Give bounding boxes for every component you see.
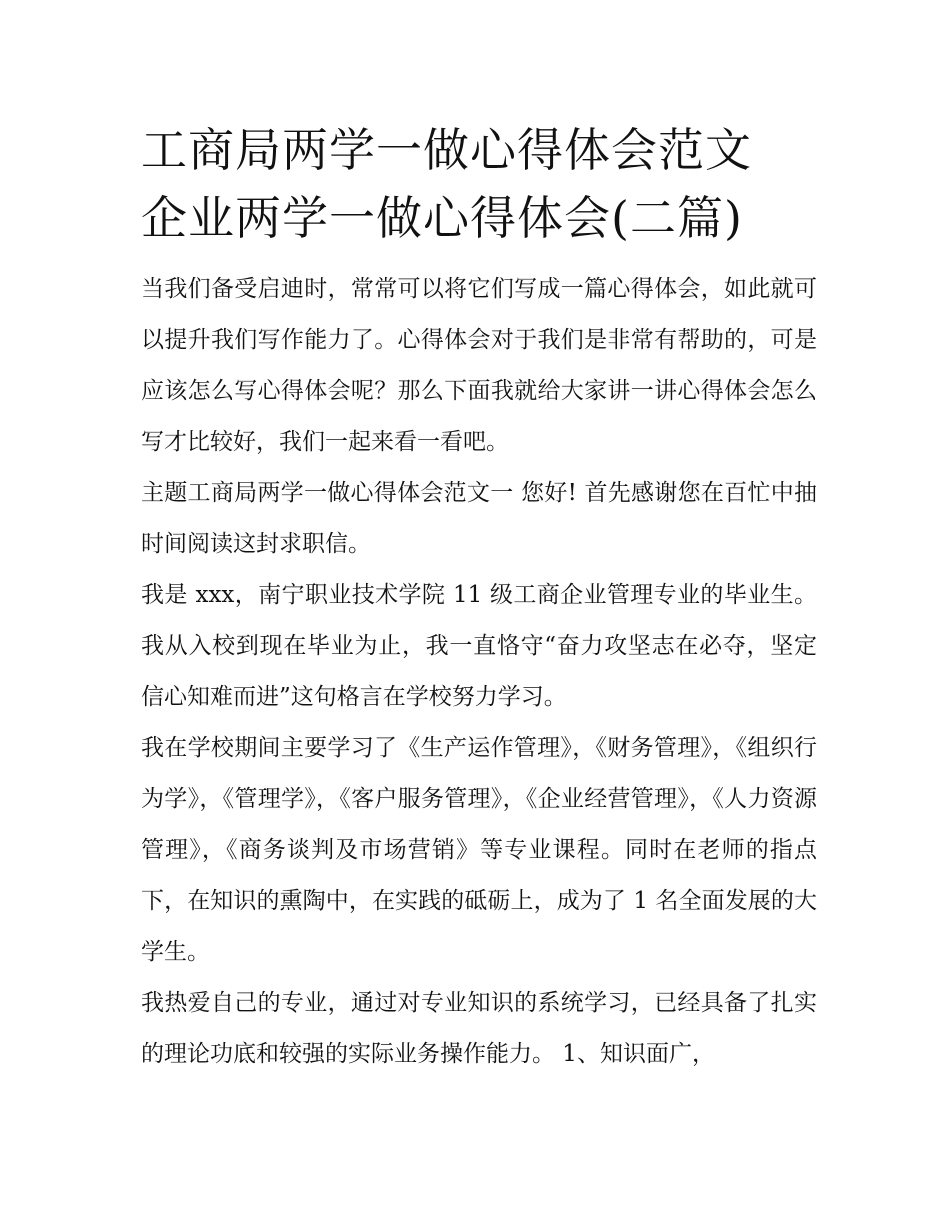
paragraph-self-intro: 我是 xxx，南宁职业技术学院 11 级工商企业管理专业的毕业生。我从入校到现在毕业为止，我一直恪守“奋力攻坚志在必夺，坚定信心知难而进”这句格言在学校努力学习。 — [141, 582, 817, 710]
paragraph-intro: 当我们备受启迪时，常常可以将它们写成一篇心得体会，如此就可以提升我们写作能力了。心得体会对于我们是非常有帮助的，可是应该怎么写心得体会呢？那么下面我就给大家讲一讲心得体会怎么写才比较好，我们一起来看一看吧。 — [141, 276, 817, 455]
paragraph-courses: 我在学校期间主要学习了《生产运作管理》，《财务管理》，《组织行为学》，《管理学》，《客户服务管理》，《企业经营管理》，《人力资源管理》，《商务谈判及市场营销》等专业课程。同时在老师的指点下，在知识的熏陶中，在实践的砥砺上，成为了 1 名全面发展的大学生。 — [141, 735, 817, 965]
document-body — [141, 116, 817, 1080]
title-line-2: 企业两学一做心得体会(二篇) — [141, 191, 743, 245]
paragraph-skills: 我热爱自己的专业，通过对专业知识的系统学习，已经具备了扎实的理论功底和较强的实际业务操作能力。 1、知识面广， — [141, 990, 817, 1067]
title-line-1: 工商局两学一做心得体会范文 — [141, 123, 752, 177]
paragraph-topic: 主题工商局两学一做心得体会范文一 您好! 首先感谢您在百忙中抽时间阅读这封求职信。 — [141, 480, 817, 557]
document-title — [141, 116, 817, 252]
